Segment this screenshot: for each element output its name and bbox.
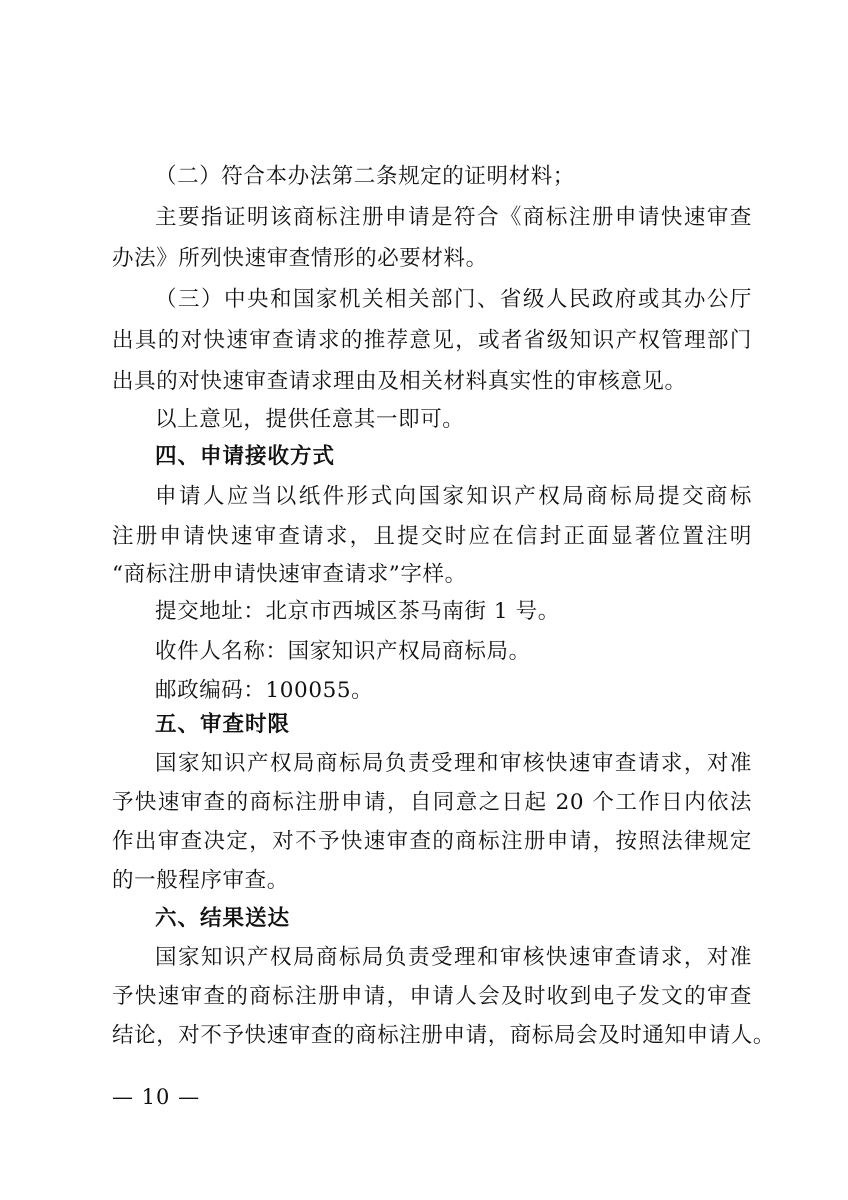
section-heading-5: 五、审查时限 [155,712,291,737]
paragraph-line: 予快速审查的商标注册申请，自同意之日起 20 个工作日内依法 [112,790,752,815]
page-number: — 10 — [112,1085,201,1109]
paragraph-line: 办法》所列快速审查情形的必要材料。 [112,246,488,271]
paragraph-line: 的一般程序审查。 [112,868,289,893]
paragraph-line: 主要指证明该商标注册申请是符合《商标注册申请快速审查 [155,205,752,230]
paragraph-line: 出具的对快速审查请求理由及相关材料真实性的审核意见。 [112,369,687,394]
section-heading-4: 四、申请接收方式 [155,444,336,469]
paragraph-line: 申请人应当以纸件形式向国家知识产权局商标局提交商标 [155,484,752,509]
paragraph-line: 结论，对不予快速审查的商标注册申请，商标局会及时通知申请人。 [112,1023,776,1048]
paragraph-line: 注册申请快速审查请求，且提交时应在信封正面显著位置注明 [112,524,752,549]
postcode-line: 邮政编码：100055。 [155,678,374,703]
paragraph-line: 以上意见，提供任意其一即可。 [155,407,465,432]
paragraph-line: 作出审查决定，对不予快速审查的商标注册申请，按照法律规定 [112,829,752,854]
recipient-line: 收件人名称：国家知识产权局商标局。 [155,639,531,664]
paragraph-line: 国家知识产权局商标局负责受理和审核快速审查请求，对准 [155,751,752,776]
paragraph-line: 予快速审查的商标注册申请，申请人会及时收到电子发文的审查 [112,984,752,1009]
paragraph-line: 出具的对快速审查请求的推荐意见，或者省级知识产权管理部门 [112,328,752,353]
section-heading-6: 六、结果送达 [155,906,291,931]
paragraph-line: （三）中央和国家机关相关部门、省级人民政府或其办公厅 [155,287,752,312]
paragraph-line: （二）符合本办法第二条规定的证明材料； [155,164,575,189]
paragraph-line: 国家知识产权局商标局负责受理和审核快速审查请求，对准 [155,945,752,970]
address-line: 提交地址：北京市西城区茶马南街 1 号。 [155,599,560,624]
paragraph-line: “商标注册申请快速审查请求”字样。 [112,562,467,587]
